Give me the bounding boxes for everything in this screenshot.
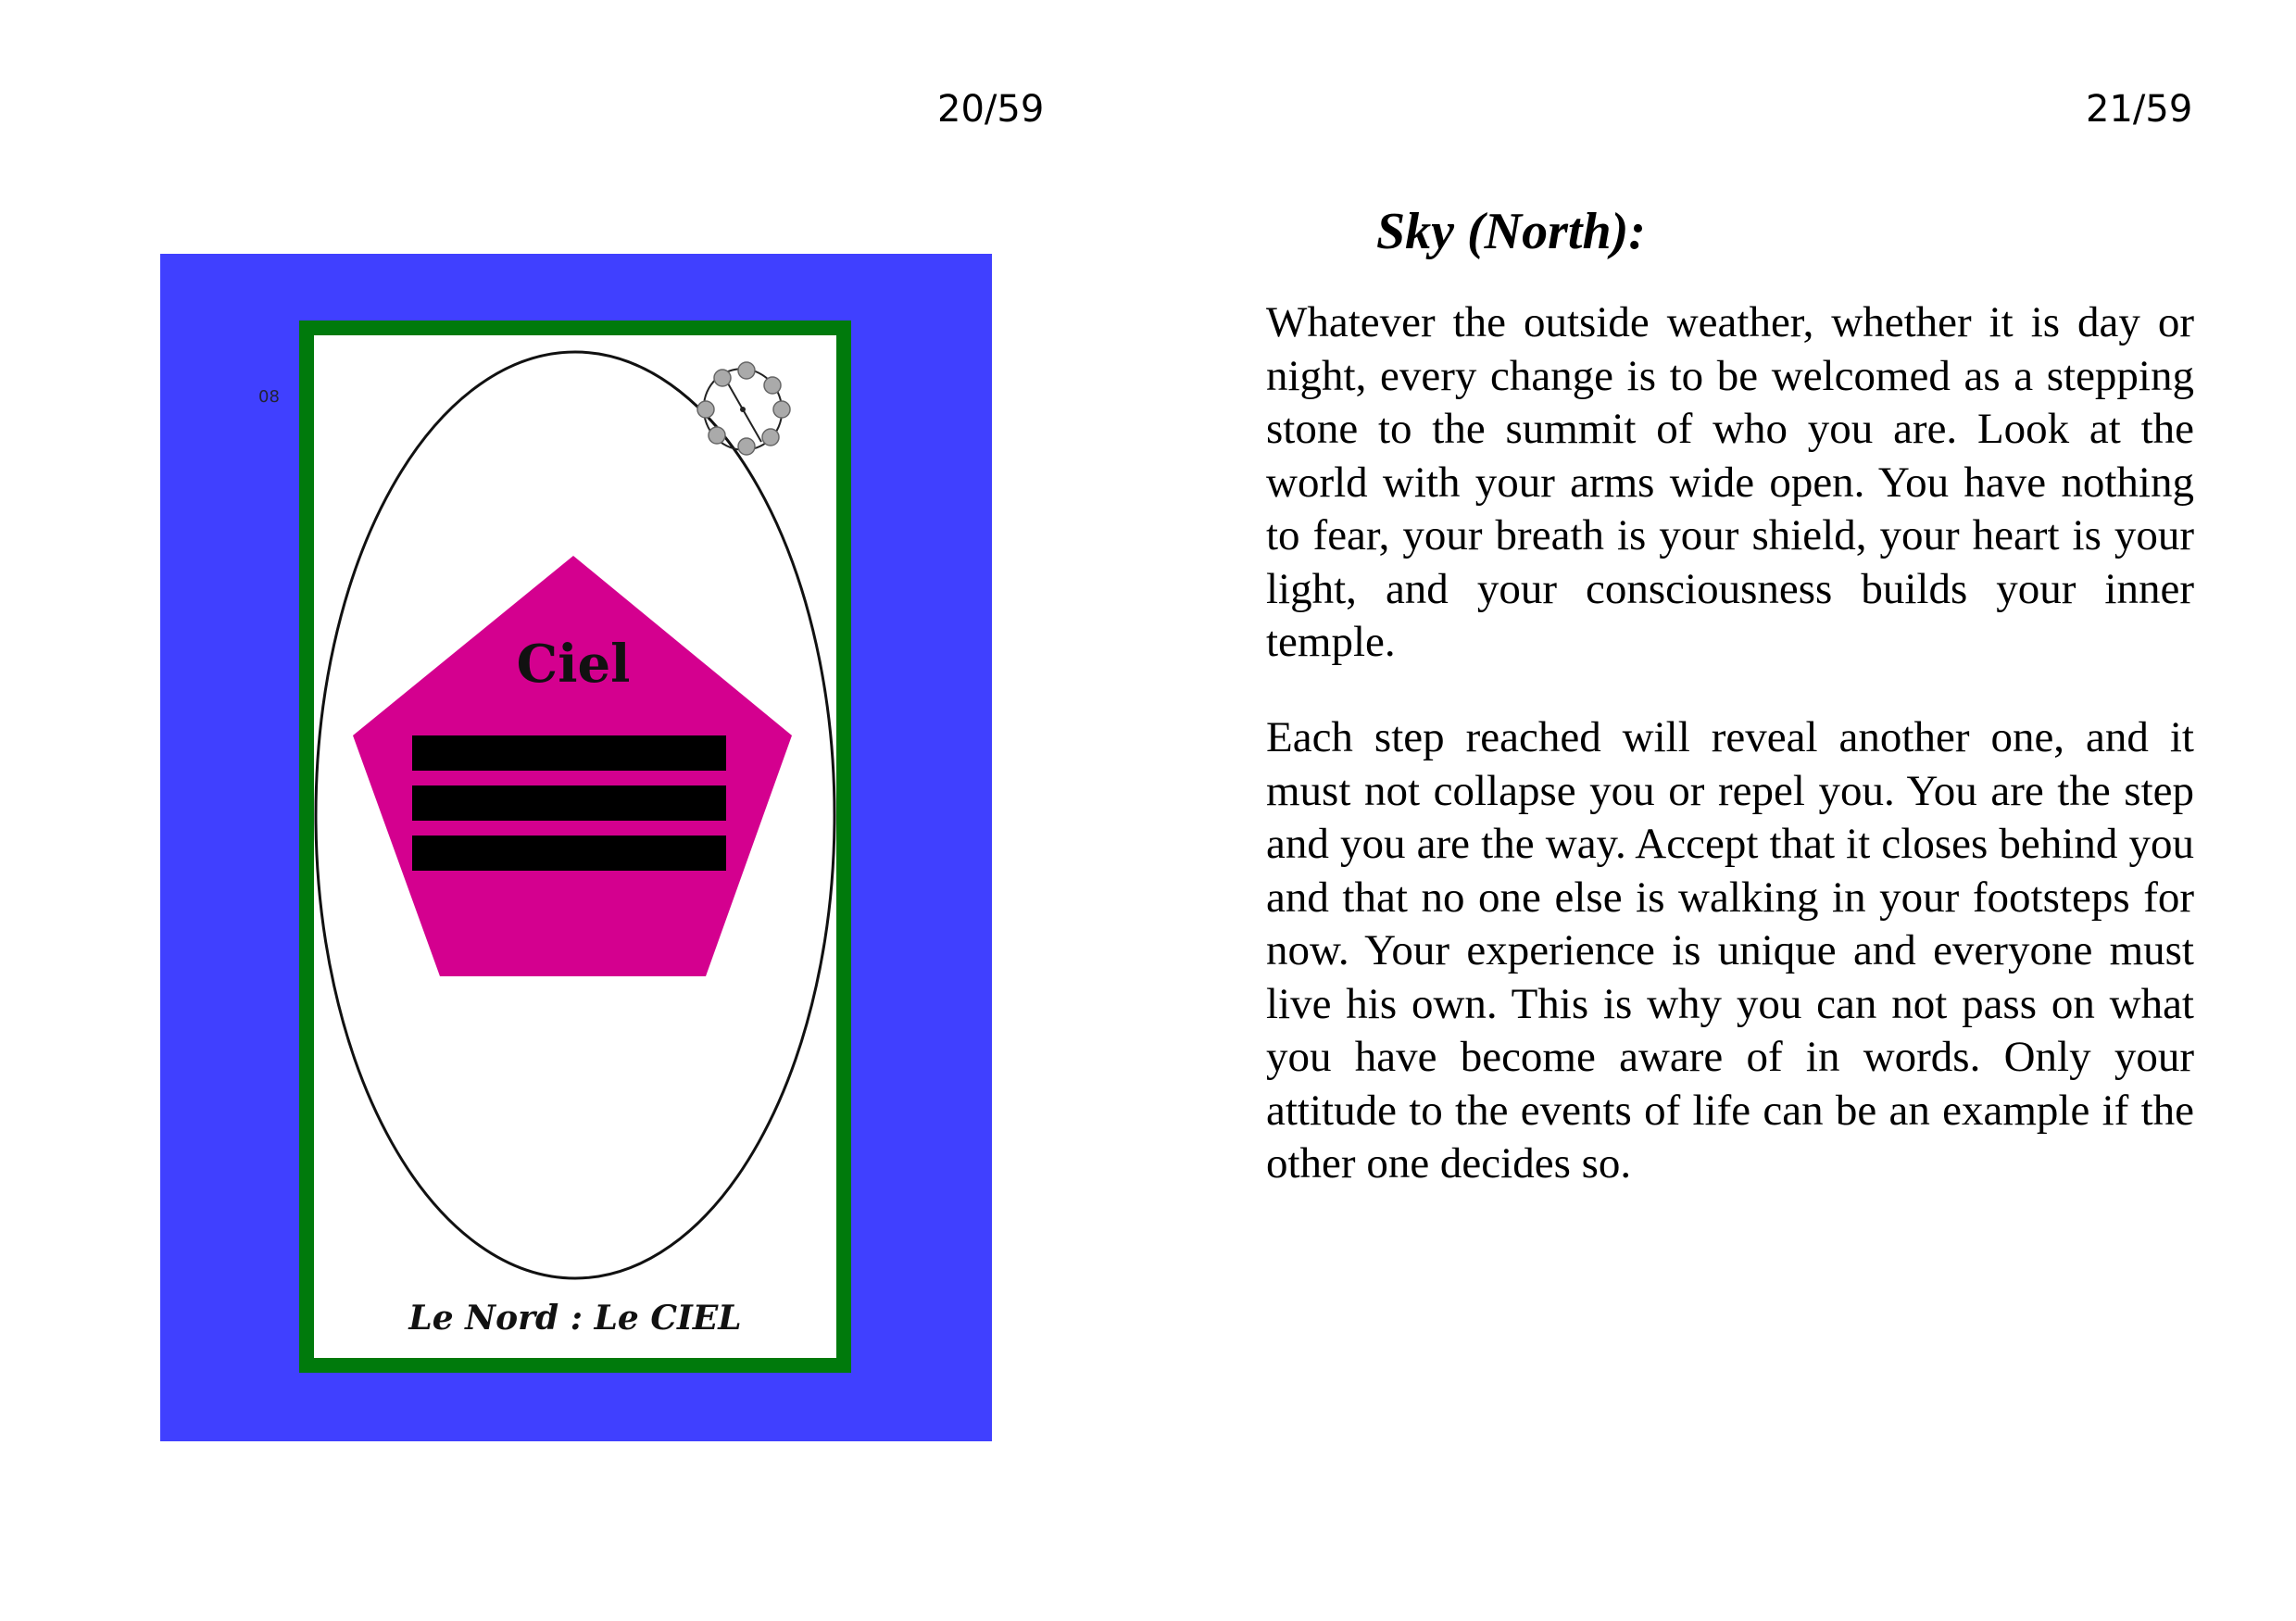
section-title: Sky (North):	[1376, 203, 1646, 260]
card-artwork	[314, 335, 836, 1358]
paragraph-1: Whatever the outside weather, whether it is day or night, every change is to be welcomed as a stepping stone to the summit of who you are. Look at the world with your arms wide open. You have nothing to fear, your breath is your shield, your heart is your light, and your consciousness builds your inner temple.	[1266, 298, 2194, 666]
card-inner	[314, 335, 836, 1358]
page-number-left: 20/59	[937, 88, 1045, 131]
pentagon-label: Ciel	[516, 634, 631, 695]
trigram-bar-1	[412, 735, 726, 771]
trigram-bar-2	[412, 785, 726, 821]
constellation-icon	[692, 358, 793, 460]
trigram-bar-3	[412, 836, 726, 871]
page-number-right: 21/59	[2086, 88, 2193, 131]
card-caption: Le Nord : Le CIEL	[408, 1299, 742, 1338]
paragraph-2: Each step reached will reveal another one, and it must not collapse you or repel you. You are the step and you are the way. Accept that it closes behind you and that no one else is walking in your footsteps for now. Your experience is unique and everyone must live his own. This is why you can not pass on what you have become aware of in words. Only your attitude to the events of life can be an example if the other one decides so.	[1266, 713, 2194, 1187]
card-frame	[299, 320, 851, 1373]
card-number: 08	[258, 387, 280, 407]
